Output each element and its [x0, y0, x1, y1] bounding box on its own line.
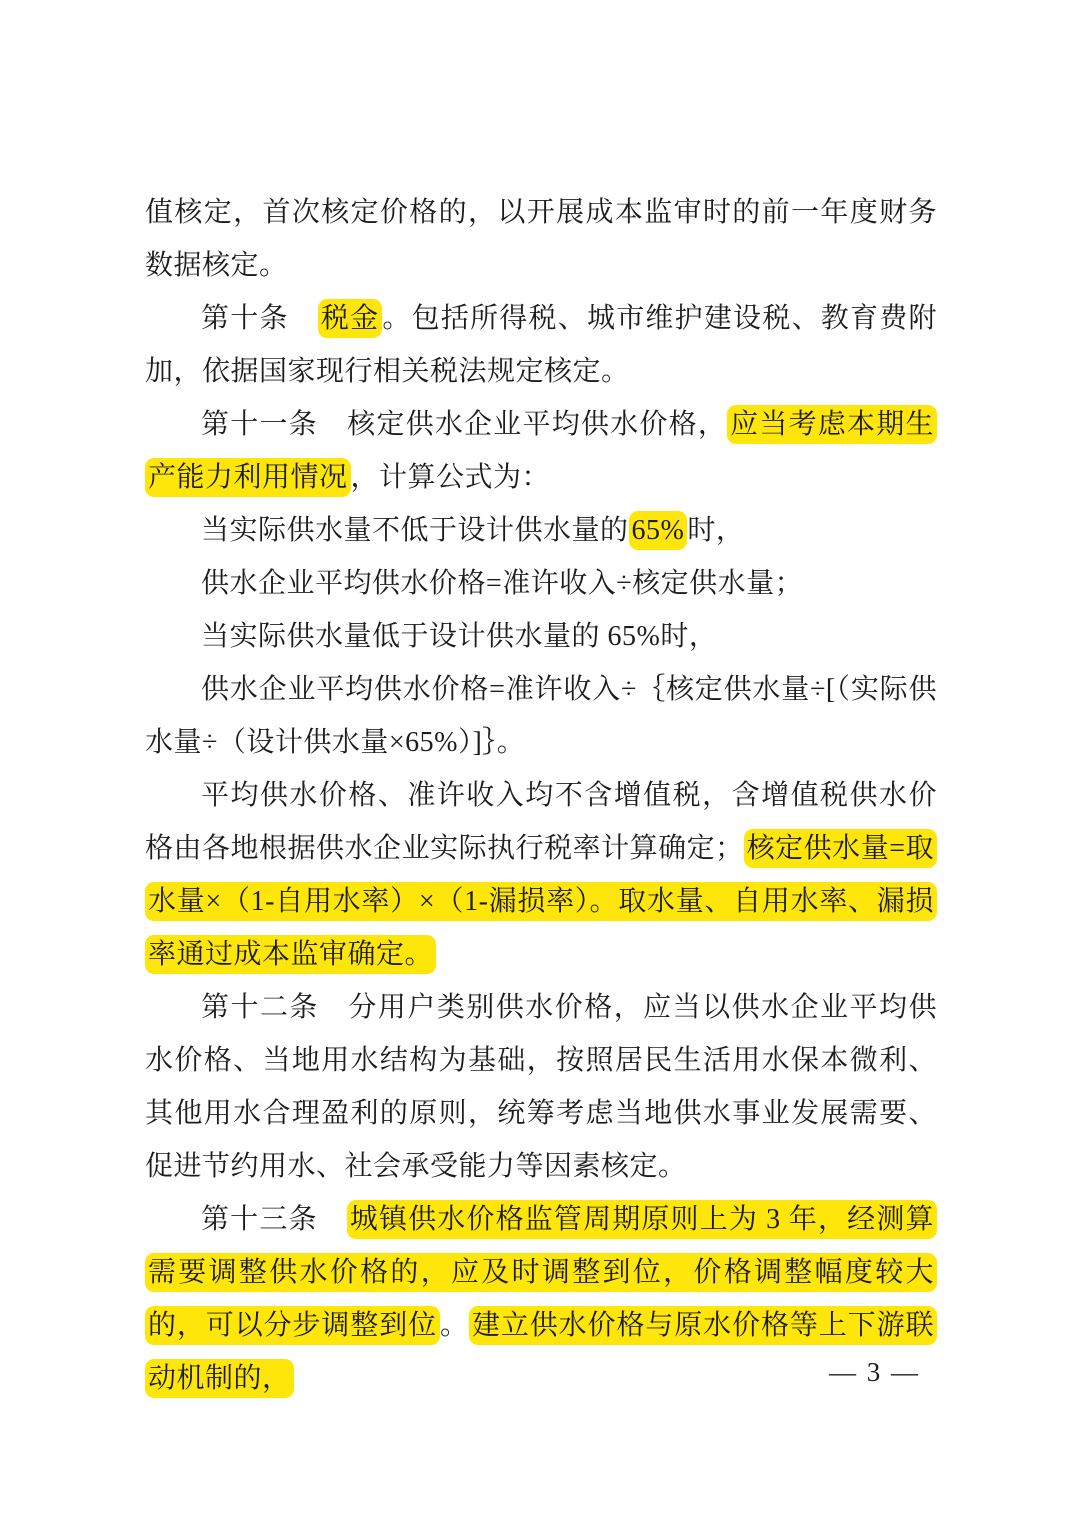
paragraph	[145, 557, 937, 610]
text-run: 当实际供水量低于设计供水量的 65%时，	[201, 621, 718, 652]
text-run: ，计算公式为：	[350, 462, 551, 493]
highlighted-text-run: 建立供水价格与原水价格等上下游联动机制的，	[145, 1306, 937, 1398]
page-footer	[829, 1352, 920, 1392]
paragraph	[145, 769, 937, 981]
paragraph	[145, 1193, 937, 1405]
text-run: 。包括所得税、城市维护建设税、教育费附加，依据国家现行相关税法规定核定。	[145, 303, 937, 387]
paragraph	[145, 398, 937, 504]
text-run: 供水企业平均供水价格=准许收入÷核定供水量；	[201, 568, 804, 599]
highlighted-text-run: 税金	[318, 299, 382, 338]
document-body	[145, 186, 937, 1405]
text-run: 第十二条 分用户类别供水价格，应当以供水企业平均供水价格、当地用水结构为基础，按照居民生活用水保本微利、其他用水合理盈利的原则，统筹考虑当地供水事业发展需要、促进节约用水、社会承受能力等因素核定。	[145, 992, 937, 1182]
paragraph	[145, 292, 937, 398]
text-run: 时，	[687, 515, 745, 546]
text-run: 。	[440, 1310, 469, 1341]
text-run: 第十三条	[201, 1204, 347, 1235]
text-run: 平均供水价格、准许收入均不含增值税，含增值税供水价格由各地根据供水企业实际执行税率计算确定；	[145, 780, 937, 864]
text-run: 当实际供水量不低于设计供水量的	[201, 515, 629, 546]
paragraph	[145, 504, 937, 557]
highlighted-text-run: 核定供水量=取水量×（1-自用水率）×（1-漏损率）。取水量、自用水率、漏损率通过成本监审确定。	[145, 829, 937, 974]
highlighted-text-run: 城镇供水价格监管周期原则上为 3 年，经测算需要调整供水价格的，应及时调整到位，价格调整幅度较大的，可以分步调整到位	[145, 1200, 937, 1345]
text-run: 第十条	[201, 303, 318, 334]
text-run: 值核定，首次核定价格的，以开展成本监审时的前一年度财务数据核定。	[145, 197, 937, 281]
highlighted-text-run: 65%	[629, 511, 688, 550]
paragraph	[145, 663, 937, 769]
highlighted-text-run: 应当考虑本期生产能力利用情况	[145, 405, 937, 497]
text-run: 第十一条 核定供水企业平均供水价格，	[201, 409, 728, 440]
page-number: — 3 —	[829, 1357, 920, 1387]
paragraph	[145, 610, 937, 663]
paragraph	[145, 186, 937, 292]
paragraph	[145, 981, 937, 1193]
text-run: 供水企业平均供水价格=准许收入÷｛核定供水量÷[（实际供水量÷（设计供水量×65%）]｝。	[145, 674, 937, 758]
